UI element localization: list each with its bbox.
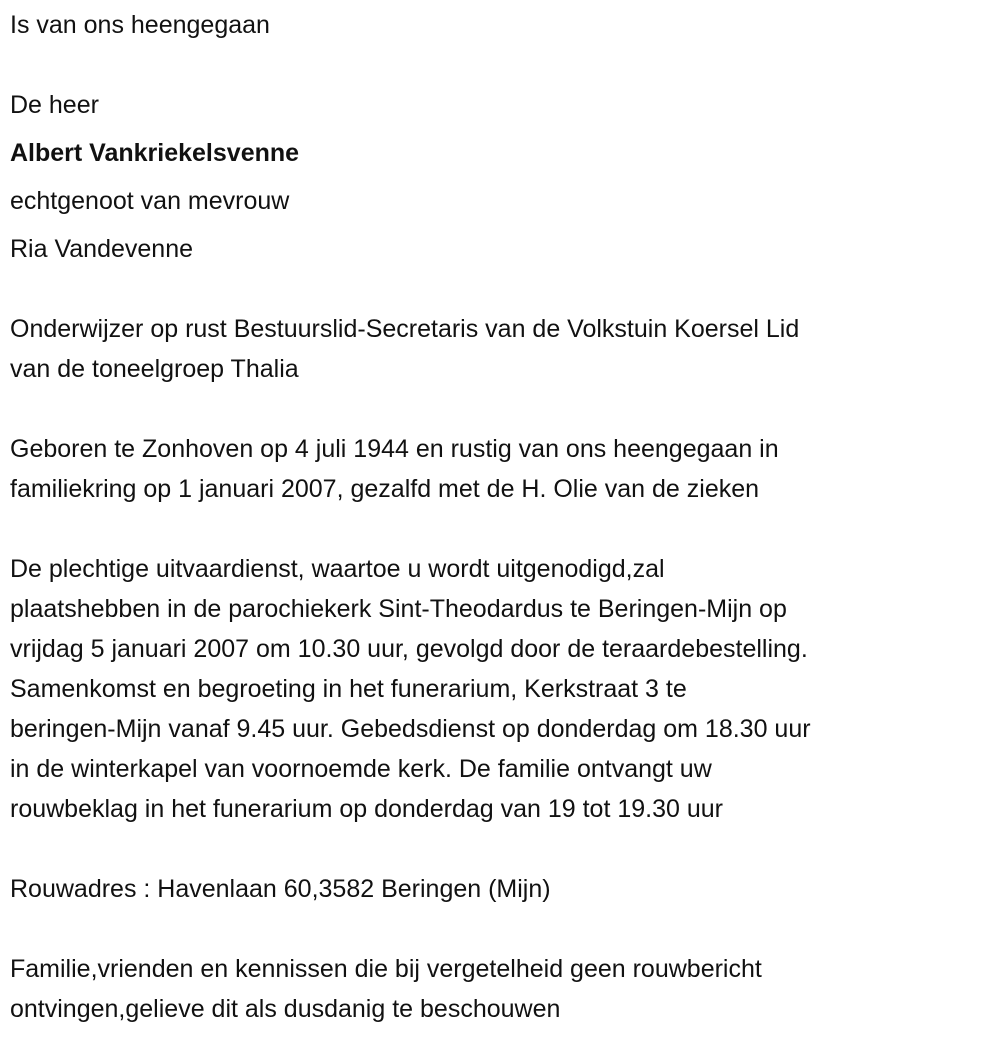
ceremony-line: vrijdag 5 januari 2007 om 10.30 uur, gevolgd door de teraardebestelling.: [10, 635, 808, 663]
ceremony-line: rouwbeklag in het funerarium op donderdag van 19 tot 19.30 uur: [10, 795, 723, 823]
occupation-line: Onderwijzer op rust Bestuurslid-Secretaris van de Volkstuin Koersel Lid: [10, 315, 800, 343]
spouse-name: Ria Vandevenne: [10, 235, 194, 263]
relation-text: echtgenoot van mevrouw: [10, 187, 290, 215]
deceased-name: Albert Vankriekelsvenne: [10, 139, 300, 167]
notice-line: ontvingen,gelieve dit als dusdanig te beschouwen: [10, 995, 561, 1023]
notice-paragraph: [10, 949, 811, 1029]
ceremony-line: in de winterkapel van voornoemde kerk. De familie ontvangt uw: [10, 755, 712, 783]
intro-text: Is van ons heengegaan: [10, 11, 270, 39]
birth-death-line: Geboren te Zonhoven op 4 juli 1944 en rustig van ons heengegaan in: [10, 435, 779, 463]
ceremony-line: Samenkomst en begroeting in het funerarium, Kerkstraat 3 te: [10, 675, 687, 703]
birth-death-paragraph: [10, 429, 811, 509]
ceremony-line: beringen-Mijn vanaf 9.45 uur. Gebedsdienst op donderdag om 18.30 uur: [10, 715, 811, 743]
ceremony-line: De plechtige uitvaardienst, waartoe u wordt uitgenodigd,zal: [10, 555, 665, 583]
occupation-line: van de toneelgroep Thalia: [10, 355, 299, 383]
occupation-paragraph: [10, 309, 811, 389]
ceremony-paragraph: [10, 549, 811, 829]
birth-death-line: familiekring op 1 januari 2007, gezalfd met de H. Olie van de zieken: [10, 475, 760, 503]
ceremony-line: plaatshebben in de parochiekerk Sint-Theodardus te Beringen-Mijn op: [10, 595, 787, 623]
title-text: De heer: [10, 91, 99, 119]
obituary-document: [10, 5, 811, 1029]
notice-line: Familie,vrienden en kennissen die bij vergetelheid geen rouwbericht: [10, 955, 762, 983]
mourning-address: Rouwadres : Havenlaan 60,3582 Beringen (Mijn): [10, 875, 551, 903]
